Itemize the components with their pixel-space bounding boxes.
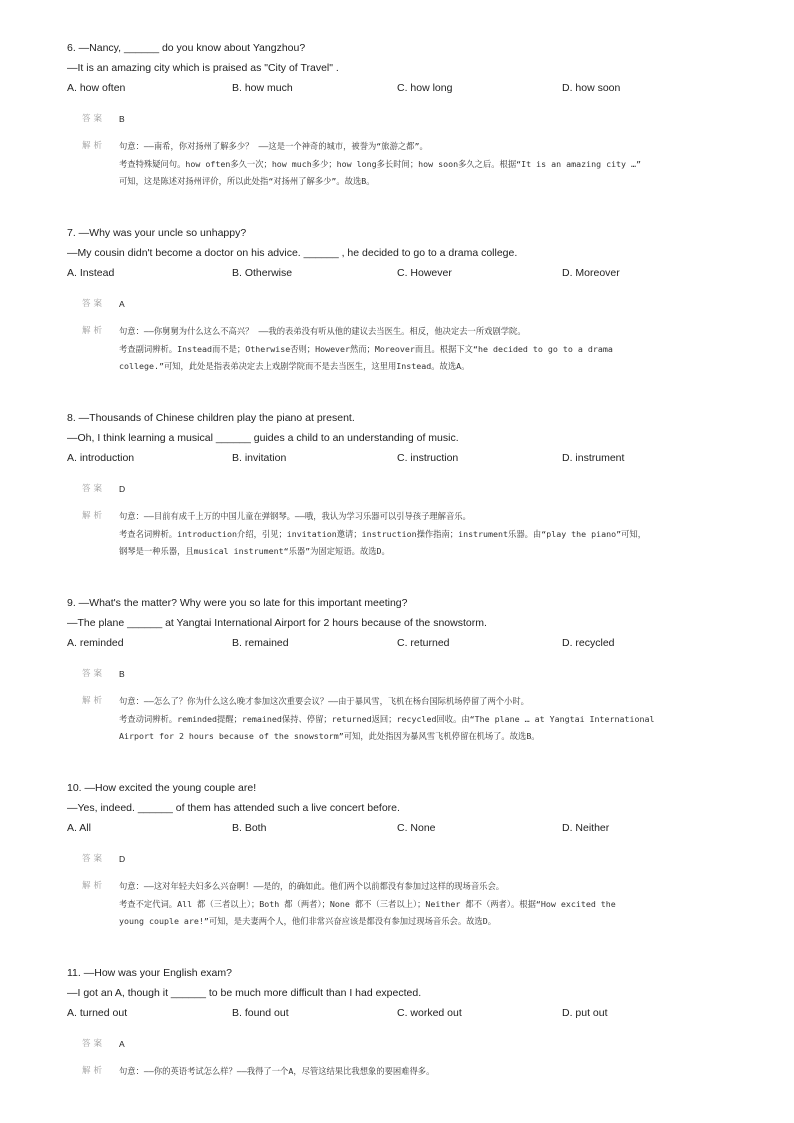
answer-value: A: [119, 1039, 125, 1049]
options-row: [67, 1003, 757, 1023]
answer-value: A: [119, 299, 125, 309]
answer-row: [67, 852, 757, 866]
option-c: C. returned: [397, 637, 450, 649]
question-stem: 9. —What's the matter? Why were you so late for this important meeting?: [67, 597, 408, 609]
explanation-line: Airport for 2 hours because of the snowstorm”可知，此处指因为暴风雪飞机停留在机场了。故选B。: [119, 731, 540, 741]
explanation-line: 句意：——你舅舅为什么这么不高兴？ ——我的表弟没有听从他的建议去当医生。相反，他决定去一所戏剧学院。: [119, 326, 526, 336]
explanation-row: [67, 1063, 757, 1081]
answer-row: [67, 297, 757, 311]
explanation-row: [67, 878, 757, 931]
explanation-label: 解析: [82, 326, 106, 336]
options-row: [67, 818, 757, 838]
options-row: [67, 633, 757, 653]
explanation-label: 解析: [82, 881, 106, 891]
explanation-line: 句意：——怎么了？你为什么这么晚才参加这次重要会议？——由于暴风雪，飞机在杨台国际机场停留了两个小时。: [119, 696, 529, 706]
option-a: A. turned out: [67, 1007, 128, 1019]
answer-row: [67, 112, 757, 126]
answer-label: 答案: [82, 1039, 106, 1049]
answer-value: B: [119, 114, 125, 124]
explanation-line: 句意：——南希，你对扬州了解多少？ ——这是一个神奇的城市，被誉为“旅游之都”。: [119, 141, 428, 151]
answer-label: 答案: [82, 484, 106, 494]
question-stem: 11. —How was your English exam?: [67, 967, 232, 979]
option-b: B. Both: [232, 822, 267, 834]
question-response: —I got an A, though it ______ to be much more difficult than I had expected.: [67, 987, 422, 999]
option-c: C. None: [397, 822, 436, 834]
answer-value: D: [119, 484, 126, 494]
explanation-row: [67, 693, 757, 746]
answer-row: [67, 1037, 757, 1051]
option-b: B. Otherwise: [232, 267, 293, 279]
explanation-row: [67, 323, 757, 376]
option-a: A. All: [67, 822, 91, 834]
options-row: [67, 263, 757, 283]
explanation-label: 解析: [82, 1066, 106, 1076]
question-6: [67, 38, 757, 191]
answer-row: [67, 482, 757, 496]
option-b: B. invitation: [232, 452, 287, 464]
option-d: D. instrument: [562, 452, 625, 464]
explanation-line: 句意：——目前有成千上万的中国儿童在弹钢琴。——哦，我认为学习乐器可以引导孩子理解音乐。: [119, 511, 471, 521]
question-stem: 6. —Nancy, ______ do you know about Yangzhou?: [67, 42, 306, 54]
explanation-line: young couple are!”可知，是夫妻两个人，他们非常兴奋应该是都没有参加过现场音乐会。故选D。: [119, 916, 497, 926]
explanation-label: 解析: [82, 696, 106, 706]
explanation-line: 考查特殊疑问句。how often多久一次；how much多少；how long多长时间；how soon多久之后。根据“It is an amazing city …”: [119, 158, 642, 169]
question-8: [67, 408, 757, 561]
option-c: C. worked out: [397, 1007, 462, 1019]
question-7: [67, 223, 757, 376]
explanation-line: 句意：——这对年轻夫妇多么兴奋啊！——是的，的确如此。他们两个以前都没有参加过这样的现场音乐会。: [119, 881, 505, 891]
question-10: [67, 778, 757, 931]
answer-label: 答案: [82, 854, 106, 864]
question-11: [67, 963, 757, 1081]
question-stem: 10. —How excited the young couple are!: [67, 782, 257, 794]
question-response: —Oh, I think learning a musical ______ guides a child to an understanding of music.: [67, 432, 459, 444]
explanation-label: 解析: [82, 511, 106, 521]
answer-value: B: [119, 669, 125, 679]
option-a: A. how often: [67, 82, 126, 94]
option-a: A. reminded: [67, 637, 124, 649]
explanation-row: [67, 508, 757, 561]
option-d: D. recycled: [562, 637, 615, 649]
answer-label: 答案: [82, 669, 106, 679]
option-c: C. However: [397, 267, 452, 279]
explanation-line: 考查名词辨析。introduction介绍，引见；invitation邀请；instruction操作指南；instrument乐器。由“play the piano”可知，: [119, 528, 647, 539]
option-a: A. introduction: [67, 452, 135, 464]
explanation-line: 考查动词辨析。reminded提醒；remained保持、停留；returned返回；recycled回收。由“The plane … at Yangtai International: [119, 713, 655, 724]
explanation-line: 考查不定代词。All 都（三者以上）；Both 都（两者）；None 都不（三者以上）；Neither 都不（两者）。根据“How excited the: [119, 898, 616, 909]
explanation-line: 考查副词辨析。Instead而不是；Otherwise否则；However然而；Moreover而且。根据下文“he decided to go to a drama: [119, 343, 613, 354]
options-row: [67, 78, 757, 98]
answer-row: [67, 667, 757, 681]
option-d: D. how soon: [562, 82, 621, 94]
question-response: —My cousin didn't become a doctor on his advice. ______ , he decided to go to a drama college.: [67, 247, 518, 259]
option-d: D. put out: [562, 1007, 608, 1019]
question-response: —The plane ______ at Yangtai International Airport for 2 hours because of the snowstorm.: [67, 617, 487, 629]
question-9: [67, 593, 757, 746]
explanation-line: 可知，这是陈述对扬州评价，所以此处指“对扬州了解多少”。故选B。: [119, 176, 375, 186]
option-d: D. Neither: [562, 822, 610, 834]
question-response: —Yes, indeed. ______ of them has attended such a live concert before.: [67, 802, 400, 814]
explanation-line: 钢琴是一种乐器，且musical instrument“乐器”为固定短语。故选D。: [119, 546, 390, 556]
option-d: D. Moreover: [562, 267, 620, 279]
answer-value: D: [119, 854, 126, 864]
explanation-label: 解析: [82, 141, 106, 151]
option-b: B. how much: [232, 82, 293, 94]
option-b: B. remained: [232, 637, 289, 649]
option-b: B. found out: [232, 1007, 289, 1019]
answer-label: 答案: [82, 114, 106, 124]
answer-label: 答案: [82, 299, 106, 309]
options-row: [67, 448, 757, 468]
question-response: —It is an amazing city which is praised as "City of Travel" .: [67, 62, 339, 74]
question-stem: 7. —Why was your uncle so unhappy?: [67, 227, 247, 239]
question-stem: 8. —Thousands of Chinese children play the piano at present.: [67, 412, 355, 424]
explanation-line: college.”可知，此处是指表弟决定去上戏剧学院而不是去当医生，这里用Instead。故选A。: [119, 361, 470, 371]
explanation-line: 句意：——你的英语考试怎么样？——我得了一个A，尽管这结果比我想象的要困难得多。: [119, 1066, 435, 1076]
option-c: C. instruction: [397, 452, 459, 464]
option-a: A. Instead: [67, 267, 115, 279]
option-c: C. how long: [397, 82, 453, 94]
explanation-row: [67, 138, 757, 191]
